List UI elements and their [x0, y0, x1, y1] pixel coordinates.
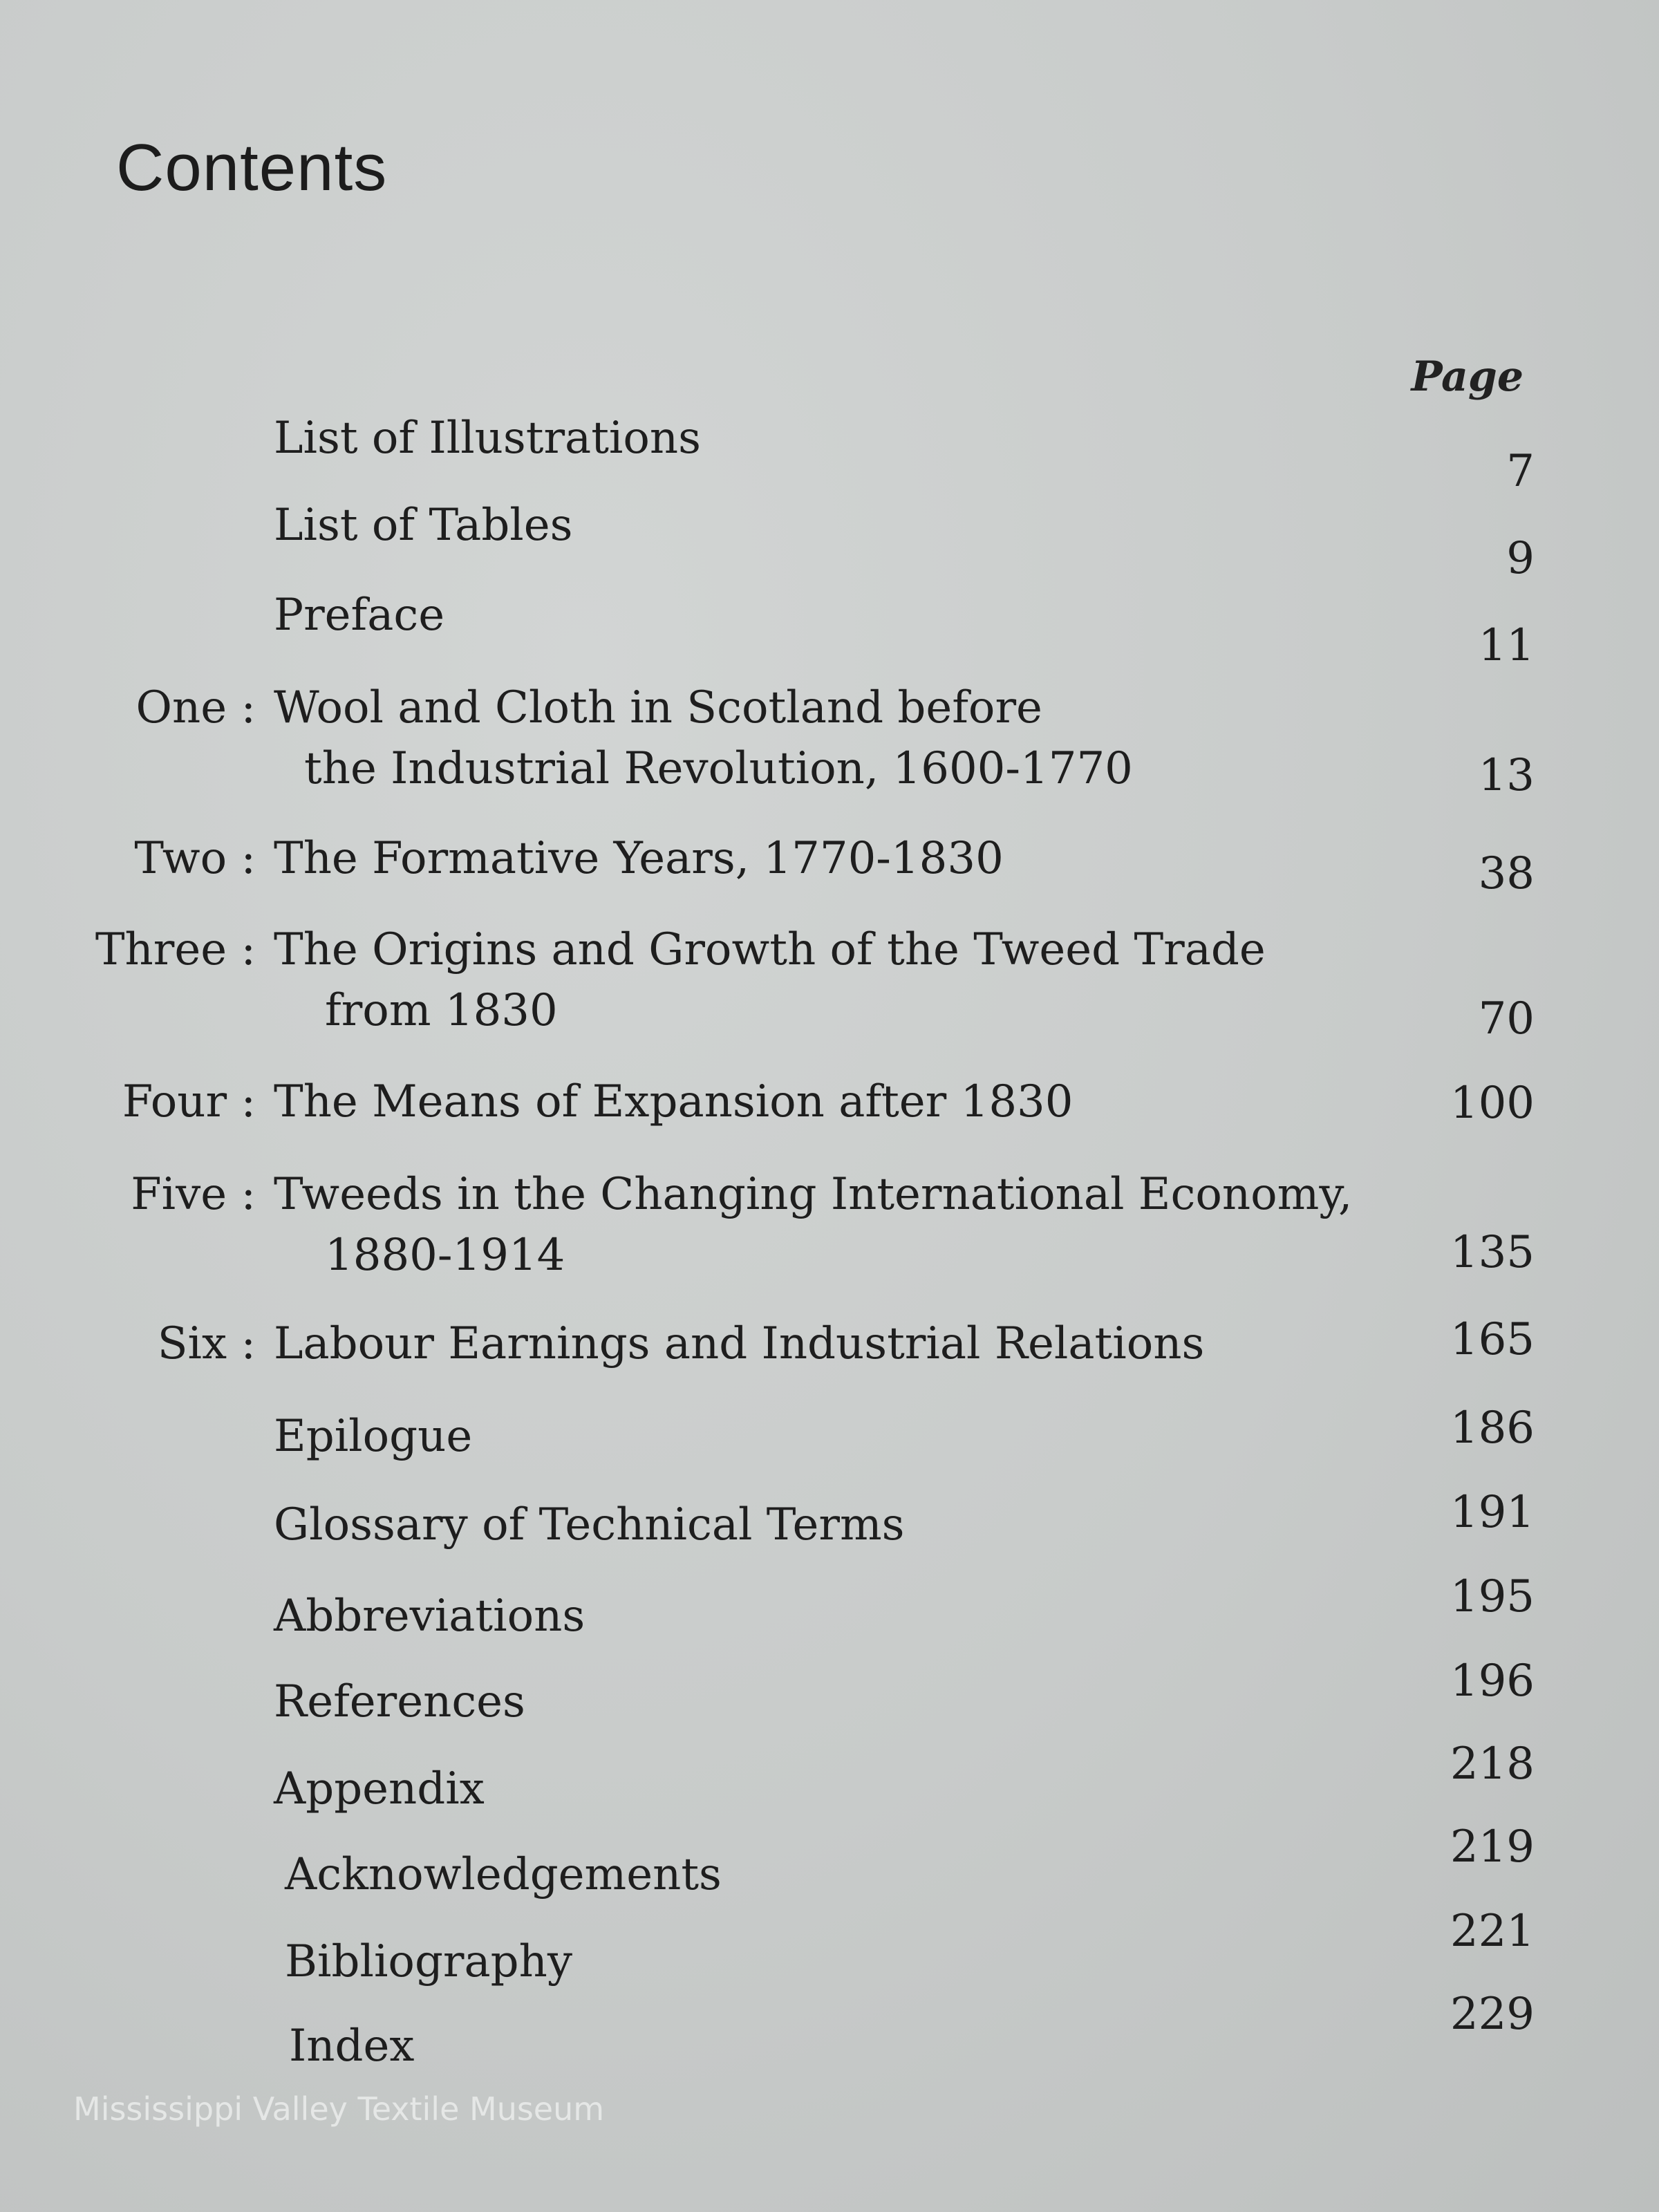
entry-title: Abbreviations	[274, 1591, 585, 1642]
entry-title	[274, 919, 1352, 1041]
chapter-number: Five :	[131, 1169, 256, 1220]
entry-title: List of Tables	[274, 500, 573, 551]
watermark: Mississippi Valley Textile Museum	[73, 2090, 605, 2128]
page-number: 7	[1506, 446, 1535, 497]
entry-title: Epilogue	[274, 1411, 473, 1462]
chapter-number: Two :	[134, 833, 256, 884]
entry-title-line1: Wool and Cloth in Scotland before	[274, 682, 1042, 733]
page-column-label: Page	[1411, 353, 1524, 401]
entry-title: Appendix	[274, 1763, 485, 1815]
page-number: 196	[1450, 1656, 1535, 1707]
entry-title-line2: 1880-1914	[325, 1230, 565, 1281]
entry-title: Labour Earnings and Industrial Relations	[274, 1318, 1205, 1369]
page-number: 13	[1478, 750, 1535, 801]
page-number: 135	[1450, 1227, 1535, 1278]
entry-title-line2: the Industrial Revolution, 1600-1770	[304, 743, 1133, 794]
page-number: 165	[1450, 1314, 1535, 1365]
page-number: 229	[1450, 1989, 1535, 2040]
chapter-number: One :	[135, 682, 256, 733]
entry-title: List of Illustrations	[274, 413, 701, 464]
entry-title: Preface	[274, 590, 445, 641]
entry-title-line1: Tweeds in the Changing International Economy,	[274, 1169, 1353, 1220]
page-number: 9	[1506, 533, 1535, 584]
page-title: Contents	[116, 131, 388, 205]
page-number: 218	[1450, 1738, 1535, 1790]
chapter-number: Three :	[95, 924, 256, 975]
page-number: 219	[1450, 1821, 1535, 1873]
entry-title: The Means of Expansion after 1830	[274, 1076, 1074, 1127]
entry-title: Index	[289, 2021, 415, 2072]
entry-title: References	[274, 1676, 525, 1727]
chapter-number: Four :	[122, 1076, 256, 1127]
page-number: 11	[1478, 620, 1535, 671]
page-number: 195	[1450, 1571, 1535, 1622]
entry-title	[274, 677, 1352, 799]
page-number: 191	[1450, 1487, 1535, 1538]
page-number: 70	[1478, 993, 1535, 1044]
entry-title-line1: The Origins and Growth of the Tweed Trade	[274, 924, 1266, 975]
entry-title: Acknowledgements	[285, 1849, 722, 1900]
page-number: 38	[1478, 848, 1535, 899]
entry-title	[274, 1164, 1352, 1286]
page-number: 221	[1450, 1906, 1535, 1957]
entry-title: Bibliography	[285, 1936, 572, 1987]
chapter-number: Six :	[157, 1318, 256, 1369]
entry-title: Glossary of Technical Terms	[274, 1499, 905, 1550]
page-number: 100	[1450, 1078, 1535, 1129]
entry-title-line2: from 1830	[325, 985, 558, 1036]
entry-title: The Formative Years, 1770-1830	[274, 833, 1004, 884]
page-number: 186	[1450, 1403, 1535, 1454]
